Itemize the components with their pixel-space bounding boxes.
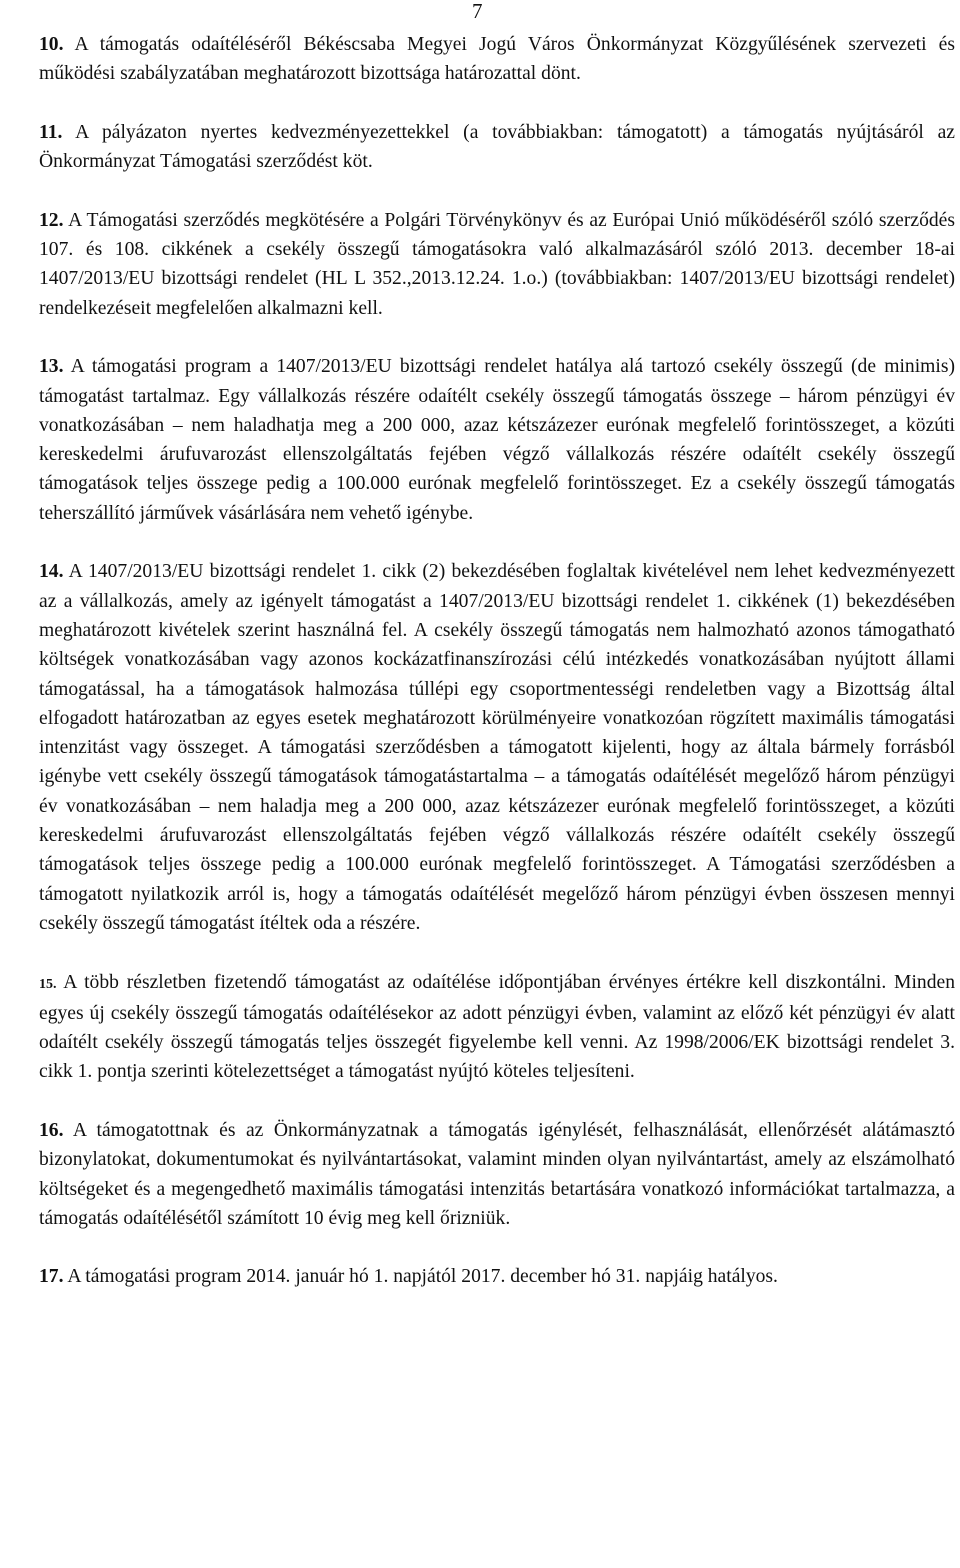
paragraph-text: A 1407/2013/EU bizottsági rendelet 1. cikk (2) bekezdésében foglaltak kivételével nem lehet kedvezményezett az a vállalkozás, amely az igényelt támogatást a 1407/2013/EU bizottsági rendelet 1. cikkének (1) bekezdésében meghatározott kivételek szerint használná fel. A csekély összegű támogatás nem halmozható azonos támogatható költségek vonatkozásában vagy azonos kockázatfinanszírozási célú intézkedés vonatkozásában nyújtott állami támogatással, ha a támogatások halmozása túllépi egy csoportmentességi rendeletben vagy a Bizottság által elfogadott határozatban az egyes esetek meghatározott körülményeire vonatkozóan rögzített maximális támogatási intenzitást vagy összeget. A támogatási szerződésben a támogatott kijelenti, hogy az általa bármely forrásból igénybe vett csekély összegű támogatások támogatástartalma – a támogatás odaítélését megelőző három pénzügyi év vonatkozásában – nem haladja meg a 200 000, azaz kétszázezer eurónak megfelelő forintösszeget, a közúti kereskedelmi árufuvarozást ellenszolgáltatás fejében végző vállalkozás részére odaítélt csekély összegű támogatások teljes összege pedig a 100.000 eurónak megfelelő forintösszeget. A Támogatási szerződésben a támogatott nyilatkozik arról is, hogy a támogatás odaítélését megelőző három pénzügyi évben összesen mennyi csekély összegű támogatást ítéltek oda a részére. (39, 561, 955, 934)
paragraph-number: 14. (39, 561, 64, 583)
paragraph-text: A támogatás odaítéléséről Békéscsaba Megyei Jogú Város Önkormányzat Közgyűlésének szervezeti és működési szabályzatában meghatározott bizottsága határozattal dönt. (39, 34, 955, 85)
paragraph-number: 17. (39, 1266, 64, 1288)
paragraph-text: A pályázaton nyertes kedvezményezettekkel (a továbbiakban: támogatott) a támogatás nyújtásáról az Önkormányzat Támogatási szerződést köt. (39, 121, 955, 173)
paragraph-number: 10. (39, 34, 64, 55)
paragraph-number: 11. (39, 121, 63, 143)
paragraph-text: A Támogatási szerződés megkötésére a Polgári Törvénykönyv és az Európai Unió működéséről szóló szerződés 107. és 108. cikkének a csekély összegű támogatásokra való alkalmazásáról szóló 2013. december 18-ai 1407/2013/EU bizottsági rendelet (HL L 352.,2013.12.24. 1.o.) (továbbiakban: 1407/2013/EU bizottsági rendelet) rendelkezéseit megfelelően alkalmazni kell. (39, 209, 955, 319)
paragraph-number: 15. (39, 976, 57, 992)
paragraph-10 (39, 30, 955, 89)
paragraph-text: A támogatási program 2014. január hó 1. napjától 2017. december hó 31. napjáig hatályos. (63, 1266, 778, 1288)
paragraph-16 (39, 1116, 955, 1233)
paragraph-number: 16. (39, 1119, 64, 1141)
paragraph-15 (39, 968, 955, 1087)
paragraph-text: A támogatottnak és az Önkormányzatnak a támogatás igénylését, felhasználását, ellenőrzését alátámasztó bizonylatokat, dokumentumokat és nyilvántartásokat, valamint minden olyan nyilvántartást, amely az elszámolható költségeket és a megengedhető maximális támogatási intenzitás betartására vonatkozó információkat tartalmazza, a támogatás odaítélésétől számított 10 évig meg kell őrizniük. (39, 1119, 955, 1229)
paragraph-number: 12. (39, 209, 64, 231)
paragraph-number: 13. (39, 356, 64, 378)
paragraph-13 (39, 352, 955, 528)
paragraph-14 (39, 557, 955, 938)
paragraph-12 (39, 206, 955, 323)
paragraph-text: A támogatási program a 1407/2013/EU bizottsági rendelet hatálya alá tartozó csekély összegű (de minimis) támogatást tartalmaz. Egy vállalkozás részére odaítélt csekély összegű támogatás összege – három pénzügyi év vonatkozásában – nem haladhatja meg a 200 000, azaz kétszázezer eurónak megfelelő forintösszeget, a közúti kereskedelmi árufuvarozást ellenszolgáltatás fejében végző vállalkozás részére odaítélt csekély összegű támogatások teljes összege pedig a 100.000 eurónak megfelelő forintösszeget. Ez a csekély összegű támogatás teherszállító járművek vásárlására nem vehető igénybe. (39, 356, 955, 524)
paragraph-11 (39, 118, 955, 177)
document-body (39, 30, 955, 1321)
paragraph-text: A több részletben fizetendő támogatást az odaítélése időpontjában érvényes értékre kell diszkontálni. Minden egyes új csekély összegű támogatás odaítélésekor az adott pénzügyi évben, valamint az előző két pénzügyi év alatt odaítélt csekély összegű támogatás teljes összegét figyelembe kell venni. Az 1998/2006/EK bizottsági rendelet 3. cikk 1. pontja szerinti kötelezettséget a támogatást nyújtó köteles teljesíteni. (39, 971, 955, 1083)
paragraph-17 (39, 1262, 955, 1291)
page-number: 7 (472, 0, 483, 23)
